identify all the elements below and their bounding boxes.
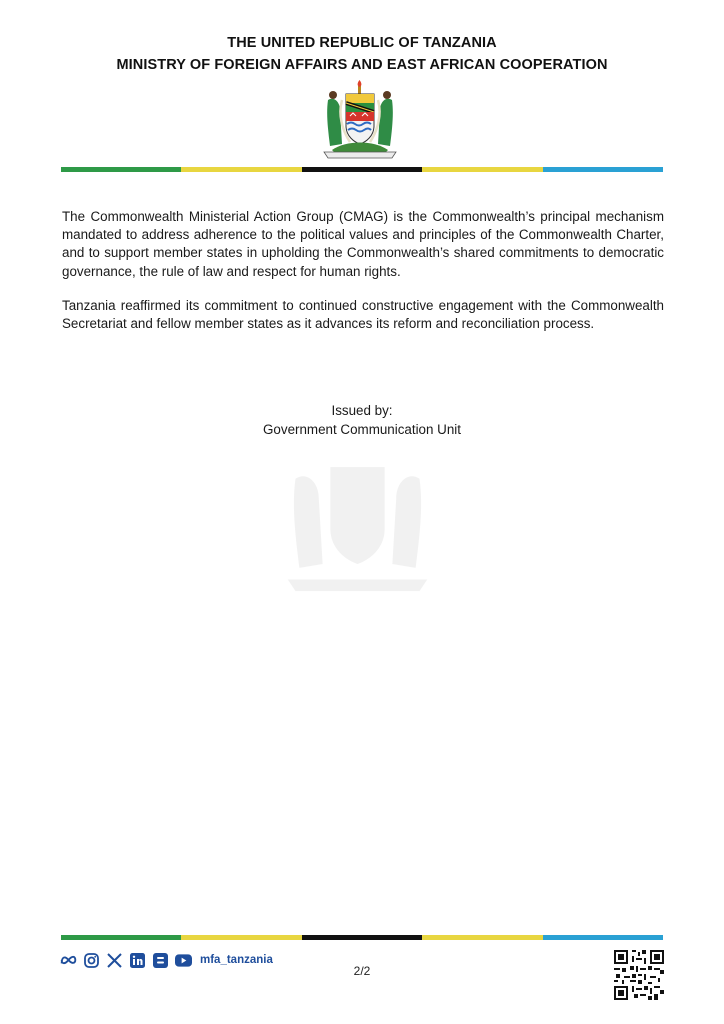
paragraph-2: Tanzania reaffirmed its commitment to continued constructive engagement with the Commonwealth Secretariat and fellow member states as it advances its reform and reconciliation process. xyxy=(62,297,664,332)
color-stripe-top xyxy=(61,167,663,172)
qr-code-icon xyxy=(614,950,664,1000)
coat-of-arms-watermark-icon xyxy=(275,440,440,595)
page-number: 2/2 xyxy=(353,964,371,978)
ministry-title: MINISTRY OF FOREIGN AFFAIRS AND EAST AFRICAN COOPERATION xyxy=(116,57,608,73)
issued-label: Issued by: xyxy=(331,403,393,418)
paragraph-1: The Commonwealth Ministerial Action Group (CMAG) is the Commonwealth’s principal mechanism mandated to address adherence to the political values and principles of the Commonwealth Charter, and to support member states in upholding the Commonwealth’s shared commitments to democratic governance, the rule of law and respect for human rights. xyxy=(62,209,664,279)
issuer-name: Government Communication Unit xyxy=(263,421,461,437)
statement-body xyxy=(62,208,664,349)
issued-block xyxy=(0,402,724,439)
color-stripe-bottom xyxy=(61,935,663,940)
coat-of-arms-icon xyxy=(318,80,402,160)
social-handle[interactable]: mfa_tanzania xyxy=(200,954,273,966)
letterhead xyxy=(0,32,724,76)
country-title: THE UNITED REPUBLIC OF TANZANIA xyxy=(227,35,497,51)
